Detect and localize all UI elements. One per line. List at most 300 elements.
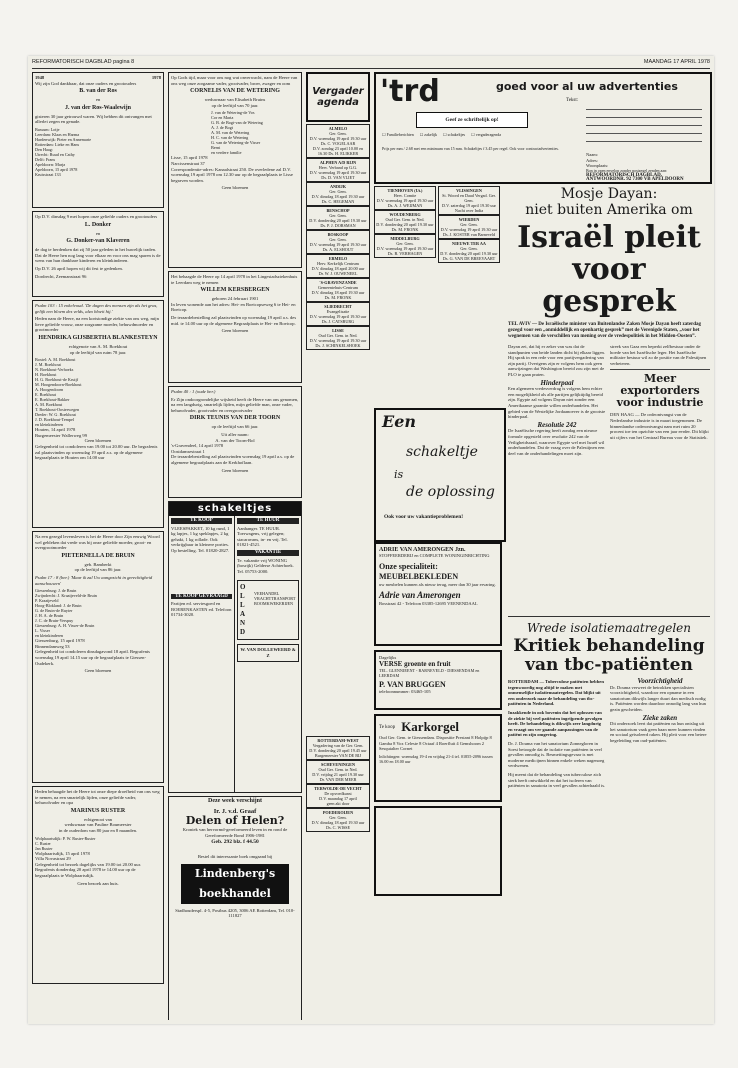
agenda-place: ANDIJK: [329, 184, 347, 189]
agenda-item: [306, 278, 370, 302]
agenda-who: Ds. J. KOSTER van Barneveld: [442, 232, 496, 237]
family-line: Utrecht: Ruud en Cathy: [35, 151, 75, 157]
olland-letter: D: [240, 628, 246, 637]
vakantie-title: VAKANTIE: [237, 550, 299, 556]
agenda-title: Vergader agenda: [312, 86, 364, 108]
agenda-when: D.V. woensdag 19 april 19.30 uur: [309, 314, 367, 319]
intro: Op D.V. dinsdag 9 mei hopen onze geliefde ouders en grootouders: [35, 214, 158, 219]
family-line: L. Visser: [35, 628, 51, 634]
age: in de ouderdom van 80 jaar en 8 maanden.: [58, 827, 138, 833]
article-subhead: Hinderpaal: [540, 378, 574, 387]
agenda-item: [306, 302, 370, 326]
agenda-place: NIEUWE TER AA: [452, 241, 486, 246]
agenda-place: VLISSINGEN: [456, 188, 482, 193]
trd-input-line[interactable]: [586, 110, 702, 118]
body: gisteren 30 jaar getrouwd waren. Wij hebben dit ontvangen met allerlei zegen en genade.: [35, 113, 152, 125]
agenda-item: [374, 186, 436, 210]
family-line: E. Boekhout: [35, 392, 56, 398]
agenda-who: Ds. D. VAN VLIET: [321, 175, 355, 180]
agenda-place: ALPHEN A/D RIJN: [319, 160, 357, 165]
no-flowers: Geen bloemen: [221, 185, 249, 191]
agenda-place: SCHEVENINGEN: [321, 762, 355, 767]
intro: Wij zijn God dankbaar, dat onze ouders en grootouders: [35, 80, 137, 86]
book-ad-delen-of-helen: [168, 796, 302, 1020]
agenda-place: BOSKOOP: [327, 232, 349, 237]
family-list: [171, 110, 299, 155]
agenda-item: [306, 760, 370, 784]
karkorgel-ad: [374, 714, 502, 802]
family-list: [35, 588, 161, 638]
verse-name: P. VAN BRUGGEN: [379, 680, 446, 689]
agenda-place: ERMELO: [328, 256, 348, 261]
agenda-when: D.V. donderdag 20 april 19.30 uur: [309, 218, 367, 223]
header-right: MAANDAG 17 APRIL 1978: [643, 59, 710, 65]
agenda-who: Ds. C. WISSE: [325, 825, 351, 830]
agenda-who: Dr. W. J. OUWENEEL: [318, 271, 358, 276]
announcements-column-2: [168, 72, 302, 1020]
karkorgel-body: Oud Ger. Gem. te Giessendam. Dispositie Prestant 8 Holpijp 8 Gamba 8 Vox Celeste 8 Octaaf 4 Roerfluit 4 Gemshoorn 2 Sesquialter Cornet: [379, 735, 492, 751]
agenda-when: D.V. maandag 17 april: [319, 796, 357, 801]
agenda-place: ROTTERDAM-WEST: [317, 738, 359, 743]
olland-service: VEEHANDEL: [254, 591, 280, 597]
body: Er Zijn ondoorgrondelijke wijsheid heeft de Heere van ons genomen, na een langdurig, smartelijk lijden, mijn geliefde man, onze vader, behuwdvader, grootvader en overgrootvader: [171, 396, 299, 413]
olland-letters: [240, 583, 254, 637]
article-paragraph: Dit onderzoek leert dat patiënten na hun ontslag uit het sanatorium vaak geen baan meer kunnen vinden en sociaal geïsoleerd raken. Hij pleit voor een betere begeleiding van oud-patiënten.: [610, 721, 707, 743]
intro: Na een gezegd levensleven is het de Heere door Zijn eeuwig Woord wel gebleken dat vrede was bij onze geliefde moeder, groot- en overgrootmoeder: [35, 534, 160, 551]
trd-price-text: Prijs per mm / 2.68 met een minimum van 15 mm. Schakeltjes f 3.45 per regel. Ook voor contractadvertenties.: [382, 146, 559, 151]
obituary-van-de-wetering: [168, 72, 302, 268]
agenda-org: Ger. Gem.: [329, 189, 347, 194]
family-line: H. Boekhout: [35, 372, 57, 378]
intro: Het behaagde de Heere op 14 april 1978 in het Lingestadsziekenhuis te Leerdam weg te nemen: [171, 274, 298, 285]
notes: Gelegenheid tot condoleren van 19.00 tot 20.00 uur. De begrafenis zal plaatsvinden op woensdag 19 april a.s. op de algemene begraafplaats te Houten om 14.00 uur: [35, 443, 158, 461]
notes: Correspondentie-adres: Kanaalstraat 250. De overledene zal D.V. woensdag 19 april 1978 om 12.30 uur op de begraafplaats te Lisse begraven worden.: [171, 166, 293, 183]
family-line: J. H. A. de Bruin: [35, 613, 64, 619]
article-headline: Kritiek behandeling van tbc-patiënten: [513, 636, 705, 675]
agenda-org: Herv. Verband op G.G.: [318, 165, 358, 170]
meubel-address: Bosstraat 42 - Telefoon 03385-12695 VEENENDAAL: [379, 601, 478, 606]
agenda-who: Dr. VAN DER MEER: [319, 777, 357, 782]
meubel-text: uw meubelen kunnen als nieuw terug, meer dan 30 jaar ervaring.: [379, 582, 496, 587]
anniversary-donker: [32, 211, 164, 297]
family-line: Apeldoorn: Marja: [35, 161, 66, 167]
agenda-org: Ger. Gem.: [460, 246, 478, 251]
family-line: Giessenburg: J. de Bruin: [35, 588, 77, 594]
agenda-who: Nacht over India: [454, 208, 484, 213]
agenda-column-4: [438, 186, 500, 406]
checkbox-zakelijk[interactable]: ☐ zakelijk: [419, 132, 437, 137]
family-line: J. van de Wetering-de Vos: [211, 110, 255, 116]
karkorgel-title: Karkorgel: [401, 719, 459, 734]
karkorgel-intro: Te koop: [379, 724, 396, 730]
trd-input-line[interactable]: [586, 134, 702, 142]
agenda-item: [374, 234, 436, 258]
address: Burgemeester Wallerweg 99: [35, 432, 88, 438]
meubel-name: ADRIE VAN AMERONGEN Jzn.: [379, 547, 466, 553]
deceased-name: PIETERNELLA DE BRUIN: [61, 552, 135, 559]
date: Houten, 14 april 1978: [35, 427, 76, 433]
agenda-when: D.V. woensdag 19 april 19.30 uur: [376, 198, 434, 203]
sub: echtgenote van A. M. Boekhout: [68, 343, 128, 349]
family-line: Dreder: W. G. Boekhout: [35, 412, 76, 418]
family-line: Giessenburg: A. H. Visser-de Bruin: [35, 623, 95, 629]
agenda-item: [306, 326, 370, 350]
agenda-org: Vergadering van de Ger. Gem.: [312, 743, 364, 748]
ad-line-is: is: [394, 468, 404, 481]
sub: weduwnaar van Elisabeth Bruins: [204, 97, 266, 103]
article-kicker: Mosje Dayan:: [560, 186, 658, 202]
obituary-van-der-toorn: [168, 386, 302, 498]
agenda-item: [374, 210, 436, 234]
agenda-who: Ds. M. FRONK: [324, 295, 352, 300]
agenda-place: TERWOLDE-DE VECHT: [314, 786, 362, 791]
agenda-place: TIENHOVEN (Ut.): [387, 188, 423, 193]
address: Kruisstraat 133: [35, 171, 61, 177]
obituary-blankesteyn: [32, 300, 164, 528]
family-line: Leerdam: Klaas en Harma: [35, 131, 80, 137]
trd-adres-field[interactable]: Adres:: [586, 157, 598, 163]
en: en: [95, 97, 101, 103]
ad-line-schakeltje: schakeltje: [406, 444, 478, 460]
family-line: Berni: [211, 145, 221, 151]
article-paragraph: De Israëlische regering heeft zondag een nieuwe formule opgesteld over resolutie 242 van de Veiligheidsraad, waarover Egypte wel met Israël wil onderhandelen. Dat de vraag over de Palestijnen een deel van de onderhandelingen moet zijn.: [508, 428, 605, 456]
book-price: Geb. 292 blz. f 44.50: [211, 839, 259, 846]
extra: Op D.V. 26 april hopen wij dit fest te gedenken.: [35, 265, 123, 271]
article-paragraph: Een algemeen vredesverdrag is volgens hem echter een mogelijkheid als alle partijen gelijktijdig bereid zijn. Egypte zal volgens Dayan niet zonder een Amerikaanse garantie willen onderhandelen. Het gebied van de Westelijke Jordaanoever is de grootste hinderpaal.: [508, 386, 606, 420]
date: Wolphaartsdijk, 15 april 1978: [35, 850, 90, 856]
year-right: 1978: [151, 75, 161, 80]
name-2: G. Donker-van Klaveren: [66, 238, 130, 245]
article-lead: ROTTERDAM — Tuberculose patiënten hebben tegenwoordig nog altijd te maken met onmenselijke isolatiemaatregelen. Dat blijkt uit een onderzoek naar de behandeling van tbc-patiënten in Nederland.: [508, 679, 604, 707]
family-line: Jan Ruster: [35, 845, 53, 851]
date: Lisse, 15 april 1978: [171, 155, 208, 161]
agenda-item: [306, 736, 370, 760]
deceased-name: HENDRIKA GIJSBERTHA BLANKESTEYN: [38, 334, 158, 341]
family-line: Cor en Maria: [211, 115, 234, 121]
trd-sub: Geef ze schriftelijk op!: [416, 112, 528, 128]
page-header: [32, 56, 710, 69]
body: Heden nam de Heere, na een kortstondige ziekte van ons weg, mijn lieve geliefde vrouw, onze zorgzame moeder, behuwdmoeder en grootmoeder: [35, 316, 159, 333]
agenda-who: Ds. C. HEGEMAN: [321, 199, 355, 204]
article-headline: Israël pleit voor gesprek: [517, 220, 701, 319]
ad-line-oplossing: de oplossing: [406, 484, 495, 500]
address: Villa Novastraat 29: [35, 856, 71, 862]
lindenberg-logo: Lindenberg's boekhandel: [181, 864, 289, 904]
dolleweerd-ad: W. VAN DOLLEWEERD & Z: [237, 644, 299, 661]
trd-slogan: goed voor al uw advertenties: [496, 80, 678, 93]
family-line: Rotterdam: Lieke en Hans: [35, 141, 80, 147]
agenda-org: De opvoedkunst: [324, 791, 352, 796]
agenda-org: Ger. Gem.: [329, 815, 347, 820]
body: de dag te herdenken dat zij 50 jaar geleden in het huwelijk traden. Dat de Heere hen nog lang voor elkaar en voor ons mag sparen is de wens van hun dankbare kinderen en kleinkinderen.: [35, 247, 161, 264]
trd-input-line[interactable]: [586, 118, 702, 126]
trd-text-input[interactable]: [586, 102, 702, 148]
agenda-place: BENSCHOP: [326, 208, 350, 213]
trd-post: Bon in open envelop zonder postzegel zenden aan:: [586, 168, 668, 173]
meubel-logo: Adrie van Amerongen: [379, 590, 461, 600]
agenda-org: Gemeentehuis-Centrum: [317, 285, 358, 290]
olland-letter: L: [240, 601, 245, 610]
agenda-place: MIDDELBURG: [390, 236, 420, 241]
ad-line-vakantie: Ook voor uw vakantieproblemen!: [384, 514, 464, 520]
name-1: B. van der Ros: [79, 88, 117, 95]
header-left: REFORMATORISCH DAGBLAD pagina 8: [32, 59, 135, 65]
no-flowers: Geen bloemen: [84, 438, 112, 444]
family-line: Bussum: Lotje: [35, 126, 60, 132]
agenda-item: [438, 186, 500, 215]
agenda-when: D.V. donderdag 20 april 19.45 uur: [309, 748, 367, 753]
article-israel: [508, 186, 710, 612]
article-paragraph: streek van Gaza een beperkt zelfbestuur onder de hoede van het Israëlische leger. Het Israëlische militaire bestuur wil zo de positie van de Palestijnen verbeteren.: [610, 344, 707, 366]
address: Narcissenstraat 37: [171, 160, 205, 166]
trd-checkboxes: [382, 132, 572, 137]
agenda-when: D.V. woensdag 19 april 19.30 uur: [376, 246, 434, 251]
age: op de leeftijd van 70 jaar.: [211, 102, 259, 108]
schakeltjes-banner: schakeltjes: [169, 502, 301, 516]
olland-letter: A: [240, 610, 246, 619]
te-huur-text: Aanhanger. TE HUUR. Toerwagens, vrij gelegen; stacaravans, in- en vrij. Tel. 01821-4521.: [237, 525, 288, 548]
olland-service: VRACHTTRANSPORT: [254, 596, 296, 602]
family-line: N. Boekhout-Verhoeks: [35, 367, 74, 373]
schakeltje-oplossing-ad: [374, 408, 506, 542]
family-line: C. Ruster: [35, 840, 51, 846]
article-subhead: Zieke zaken: [642, 713, 678, 722]
agenda-when: D.V. woensdag 19 april 19.30 uur: [440, 227, 498, 232]
agenda-place: SLIEDRECHT: [324, 304, 352, 309]
trd-naam-field[interactable]: Naam:: [586, 152, 598, 157]
family-line: G. van de Wetering-de Visser: [211, 140, 261, 146]
meubel-title: Onze specialiteit: MEUBELBEKLEDEN: [379, 562, 459, 581]
family-line: Delft: Frans: [35, 156, 56, 162]
vergader-agenda-logo: [306, 72, 370, 122]
checkbox-familieberichten[interactable]: ☐ Familieberichten: [382, 132, 414, 137]
age: op de leeftijd van 86 jaar.: [74, 567, 122, 573]
article-paragraph: Dr. Douma verweet de betrokken specialisten voorzichtigheid, waardoor een opname in een sanatorium dikwijls langer duurt dan medisch nodig is. Patiënten worden daardoor onnodig lang van hun gezin gescheiden.: [610, 684, 706, 712]
agenda-place: WIERDEN: [458, 217, 480, 222]
side-article-title: Meer exportorders voor industrie: [616, 372, 704, 410]
date: Apeldoorn, 15 april 1978: [35, 166, 78, 172]
trd-logo: 'trd: [380, 74, 440, 109]
sub-2: weduwnaar van Pauline Boumeester: [64, 822, 132, 828]
family-list: [35, 357, 161, 427]
vakantie-text: Te. vakantie vrij WONING (bosrijk) Gelderse Achterhoek. Tel. 05753-2000.: [237, 557, 294, 574]
name-1: L. Donker: [84, 221, 112, 228]
age: op de leeftijd van ruim 78 jaar.: [69, 349, 127, 355]
deceased-name: CORNELIS VAN DE WETERING: [190, 88, 280, 95]
family-line: A. M. Boekhout: [35, 402, 63, 408]
article-paragraph: Dayan zei, dat hij er zeker van was dat de standpunten van beide landen dicht bij elkaar liggen. Hij sprak in een rede voor een partijvergadering van zijn partij. Overigens zijn er volgens hem ook geen aanwijzingen dat Washington bereid zou zijn met de PLO te gaan praten.: [508, 344, 605, 377]
agenda-org: Ger. Gem.: [460, 222, 478, 227]
vergader-agenda-column-2: [306, 736, 370, 1020]
karkorgel-bottom: Inlichtingen: woensdag 19-4 en vrijdag 21-4 tel. 01855-2096 tussen 16.00 en 18.00 uur: [379, 753, 493, 764]
checkbox-vergaderagenda[interactable]: ☐ vergaderagenda: [471, 132, 501, 137]
agenda-when: D.V. dinsdag 18 april 19.30 uur: [311, 290, 365, 295]
trd-input-line[interactable]: [586, 102, 702, 110]
article-lead: TEL AVIV — De Israëlische minister van Buitenlandse Zaken Mosje Dayan heeft zaterdag gezegd voor een „onmiddellijk en openhartig gesprek” met de Verenigde Staten, „voor het wegnemen van de verschillen van mening over de vredespolitiek in het Midden-Oosten”.: [508, 322, 702, 339]
book-order: Bestel dit interessante boek omgaand bij: [197, 853, 273, 859]
olland-letter: O: [240, 583, 246, 592]
agenda-who: Ds. G. VAN DE BREEVAART: [442, 256, 496, 261]
agenda-when: D.V. donderdag 20 april 19.30 uur: [440, 251, 498, 256]
agenda-who: geen akt door: [326, 801, 350, 806]
family-line: Hoog-Blokland: J. de Bruin: [35, 603, 82, 609]
olland-letter: L: [240, 592, 245, 601]
agenda-who: Ds. A. ELSHOUT: [322, 247, 354, 252]
family-line: E. Boekhout-Bakker: [35, 397, 70, 403]
agenda-when: D.V. woensdag 19 april 19.30 uur: [309, 242, 367, 247]
trd-form-fields: [586, 152, 608, 169]
olland-letter: N: [240, 619, 246, 628]
checkbox-schakeltjes[interactable]: ☐ schakeltjes: [442, 132, 466, 137]
sub: geb. Bamberkt: [84, 561, 112, 567]
agenda-place: POEDEROIJEN: [322, 810, 354, 815]
schakeltjes-section: [168, 501, 302, 793]
article-paragraph: Hij meent dat de behandeling van tuberculose zich sterk heeft ontwikkeld en dat het isoleren van patiënten in sanatoria in veel gevallen achterhaald is.: [508, 771, 606, 789]
agenda-item: [306, 784, 370, 808]
age: op de leeftijd van 66 jaar.: [211, 424, 259, 430]
verse-title: VERSE groente en fruit: [379, 660, 451, 668]
verse-top: Dagelijks: [379, 655, 397, 660]
sub: geboren 24 februari 1901: [211, 296, 259, 302]
family-line: P. Kraaijeveld: [35, 598, 59, 604]
olland-ad: [237, 580, 299, 640]
meubel-ad: [374, 542, 502, 646]
agenda-when: D.V. dinsdag 18 april 20.00 uur: [311, 266, 365, 271]
family-line: A. J. de Bogt: [211, 125, 233, 131]
obituary-ruster: [32, 786, 164, 984]
trd-woonplaats-field[interactable]: Woonplaats:: [586, 163, 609, 168]
agenda-org: Oud Ger. Gem. in Ned.: [318, 767, 358, 772]
family-line: Den Haag:: [35, 146, 54, 152]
family-line: en kleinkinderen: [35, 422, 64, 428]
agenda-org: Ger. Gem.: [329, 237, 347, 242]
agenda-place: ALMELO: [328, 126, 348, 131]
family-line: Wolphaartsdijk: P. W. Ruster-Ruster: [35, 835, 96, 841]
agenda-who: Ds. P. J. DORSMAN: [320, 223, 356, 228]
intro: Op Gods tijd, maar voor ons nog wat onverwacht, nam de Heere van ons weg onze zorgzame vader, grootvader, broer, zwager en oom: [171, 75, 298, 86]
family-line: en verdere familie: [211, 150, 242, 156]
book-ad-title: Deze week verschijnt: [208, 798, 262, 804]
agenda-when: D.V. woensdag 19 april 19.30 uur: [309, 170, 367, 175]
family-line: H. C. van de Wetering: [211, 135, 249, 141]
agenda-item: [306, 182, 370, 206]
family-line: Zwijndrecht: J. Kraaijeveld-de Bruin: [35, 593, 97, 599]
article-paragraph: Inzakkende in ook bovenin dat het oplossen van de ziekte bij veel patiënten ingrijpende gevolgen heeft. De behandeling is dikwijls zeer langdurig en vraagt om ver gaande aanpassingen van de patiënt en zijn omgeving.: [508, 709, 603, 738]
no-flowers: Geen bloemen: [221, 328, 249, 334]
family-line: A. M. van de Wetering: [211, 130, 250, 136]
side-article-text: DEN HAAG — De ordeontvangst van de Nederlandse industrie is in maart toegenomen. De binnenlandse orderontvangst nam met ruim 20 procent toe ten opzichte van een jaar eerder. Dit blijkt uit cijfers van het Centraal Bureau voor de Statistiek.: [610, 412, 709, 440]
family-line: Hardenwijk: Pieter en Annemarie: [35, 136, 92, 142]
article-kicker: Wrede isolatiemaatregelen: [526, 621, 691, 635]
vergader-agenda-column: [306, 72, 370, 732]
deceased-name: WILLEM KERSBERGEN: [200, 287, 270, 294]
family-line: G. B. de Bogt-van de Wetering: [211, 120, 263, 126]
date: 's-Gravendeel, 14 april 1978: [171, 443, 224, 449]
trd-input-line[interactable]: [586, 126, 702, 134]
no-flowers: Geen bloemen: [84, 668, 112, 674]
agenda-org: Herv. Kerkelijk Centrum: [317, 261, 359, 266]
agenda-org: Oud Ger. Gem. in Ned.: [318, 333, 358, 338]
agenda-when: D.V. dinsdag 18 april 19.30 uur: [311, 820, 365, 825]
olland-service: BOOMKWEKERIJEN: [254, 601, 294, 607]
agenda-place: LISSE: [332, 328, 344, 333]
te-koop-text: VLEESPAKKET, 10 kg rund, 1 kg lapjes, 1 kg speklapjes, 2 kg gehakt, 1 kg rollade. Ook verkrijgbaar in kleinere porties. Op bestelling. Tel. 01820-2827.: [171, 525, 230, 553]
trd-paper-name: REFORMATORISCH DAGBLAD,: [586, 173, 662, 178]
agenda-item: [306, 206, 370, 230]
agenda-org: Ger. Gem.: [396, 241, 414, 246]
verse-sub: TEL. GLENNIEENT - BARNEVELD - DIESSENDAM en LEERDAM: [379, 668, 480, 678]
anniversary-ros: [32, 72, 164, 208]
address: Oostdamsestraat 1: [171, 448, 205, 454]
agenda-item: [438, 215, 500, 239]
agenda-org: Oud Ger. Gem. in Ned.: [385, 217, 425, 222]
family-line: J. M. Boekhout: [35, 362, 61, 368]
meubel-sub: STOFFEERDERIJ en COMPLETE WONINGINRICHTING: [379, 553, 490, 558]
family-line: en kleinkinderen: [35, 633, 64, 639]
family-line: J. C. de Bruin-Verspuy: [35, 618, 74, 624]
obituary-de-bruin: [32, 531, 164, 783]
family-line: J. D. Boekhout-Tempel: [35, 417, 75, 423]
family-line: H. G. Boekhout-de Kruijf: [35, 377, 79, 383]
signed-2: A. van der Toorn-Bol: [215, 437, 255, 443]
obituary-kersbergen: [168, 271, 302, 383]
newspaper-page: [28, 56, 714, 1024]
agenda-item: [306, 124, 370, 158]
te-koop-title: TE KOOP: [171, 518, 232, 524]
trd-tekst-label: Tekst:: [566, 98, 579, 103]
trd-advertising-ad: [374, 72, 712, 184]
sub: echtgenoot van: [84, 816, 112, 822]
shop-address: Stadhouderspl. 4-5, Postbus 4205, 3006 AE Rotterdam, Tel. 010-111827: [175, 907, 295, 919]
address: Dordrecht, Zeemanstraat 96: [35, 273, 87, 279]
agenda-column-3: [374, 186, 436, 406]
trd-address: ANTWOORDNR. 92 7300 VB APELDOORN: [586, 177, 684, 182]
agenda-place: WOUDENBERG: [389, 212, 421, 217]
signed-1: Uit aller naam:: [221, 431, 249, 437]
agenda-who: Burgemeester VAN DE BIJ: [314, 753, 362, 758]
book-author: Ir. J. v.d. Graaf: [213, 807, 257, 815]
agenda-item: [306, 808, 370, 832]
agenda-org: Evangelisatie: [326, 309, 350, 314]
notes: De teraardebestelling zal plaatsvinden woensdag 19 april a.s. op de algemene begraafplaats aan de Kerkhoflaan.: [171, 454, 295, 465]
agenda-org: Herv. Comite: [393, 193, 417, 198]
body: In leven wonende aan het adres: Hei- en Boeicopseweg 6 te Hei- en Boeicop.: [171, 301, 296, 313]
family-list: [35, 127, 161, 167]
date: Giessenburg, 15 april 1978: [35, 638, 85, 644]
name-2: J. van der Ros-Waalewijn: [65, 104, 131, 111]
family-line: A. Hoogendoorn: [35, 387, 64, 393]
no-flowers: Geen bloemen: [221, 467, 249, 473]
agenda-when: D.V. dinsdag 18 april 19.30 uur: [311, 194, 365, 199]
article-subhead: Voorzichtigheid: [637, 677, 683, 685]
psalm: Psalm 17 : 8 (ber.) 'Maar ik zal Uw aangezicht in gerechtigheid aanschouwen': [35, 574, 153, 586]
agenda-item: [306, 230, 370, 254]
agenda-who: Ds. C. VOGELAAR: [320, 141, 356, 146]
gevraagd-title: TE KOOP GEVRAAGD: [171, 594, 232, 600]
agenda-place: 'S-GRAVENZANDE: [319, 280, 357, 285]
agenda-extra: D.V. zondag 23 april 10.00 en 16.30 Ds. H. ELIKKER: [312, 146, 364, 156]
psalm: Psalm 40 : 1 (oude ber.): [171, 389, 216, 394]
intro: Heden behaagde het de Heere tot onze diepe droefheid van ons weg te nemen, na een smartelijk lijden, onze geliefde vader, behuwdvader en opa: [35, 789, 160, 806]
agenda-org: St. Woord en Daad Vergad. Ger. Gem.: [442, 193, 496, 203]
book-title: Delen of Helen?: [185, 814, 285, 828]
notes: Gelegenheid tot bezoek dagelijks van 19.00 tot 20.00 uur. Begrafenis donderdag 20 april 1978 te 14.00 uur op de begraafplaats te Wolphaartsdijk.: [35, 861, 142, 878]
agenda-who: Ds. J. SCHINKELSHOEK: [315, 343, 361, 348]
article-kicker-2: niet buiten Amerika om: [525, 202, 693, 218]
deceased-name: MARINUS RUSTER: [70, 807, 126, 814]
notes: Gelegenheid tot condoleren dinsdagavond 18 april. Begrafenis woensdag 19 april 14.15 uur op de begraafplaats te Giessen-Oudekerk.: [35, 649, 150, 666]
agenda-when: D.V. zaterdag 19 april 19.30 uur: [442, 203, 496, 208]
